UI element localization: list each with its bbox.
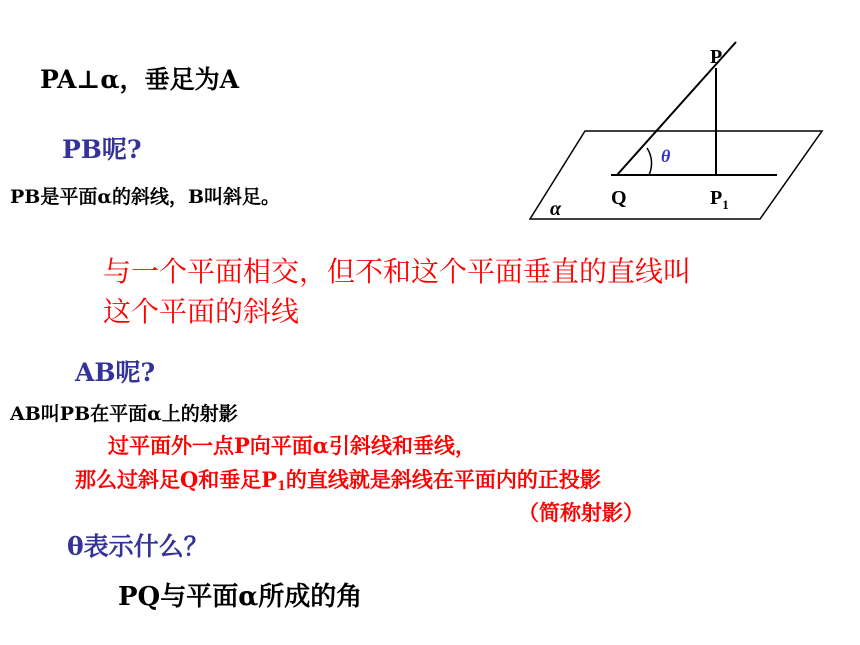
label-p1-main: P (710, 187, 723, 209)
projection-line2-subscript: 1 (277, 478, 286, 494)
statement-pa-perpendicular: PA⊥α，垂足为A (40, 65, 240, 94)
question-ab: AB呢? (75, 358, 156, 387)
answer-pb-oblique: PB是平面α的斜线，B叫斜足。 (10, 186, 281, 208)
projection-definition-line2 (75, 464, 601, 494)
label-theta: θ (661, 146, 671, 166)
question-pb: PB呢? (62, 135, 142, 164)
oblique-line-diagram (525, 38, 830, 223)
projection-line2-part2: 的直线就是斜线在平面内的正投影 (285, 467, 601, 492)
question-theta: θ表示什么？ (67, 532, 209, 561)
oblique-definition-line1: 与一个平面相交，但不和这个平面垂直的直线叫 (103, 255, 692, 288)
projection-definition-line3: （简称射影） (518, 500, 644, 525)
label-p1-sub: 1 (722, 197, 729, 212)
label-p: P (710, 46, 723, 68)
answer-theta-angle: PQ与平面α所成的角 (118, 582, 363, 612)
projection-definition-line1: 过平面外一点P向平面α引斜线和垂线， (108, 433, 476, 458)
label-alpha: α (550, 198, 562, 220)
angle-theta-arc (647, 148, 652, 175)
answer-ab-projection: AB叫PB在平面α上的射影 (10, 403, 238, 425)
label-q: Q (611, 187, 627, 209)
label-p1 (710, 187, 729, 212)
projection-line2-part1: 那么过斜足Q和垂足P (75, 467, 278, 492)
oblique-definition-line2: 这个平面的斜线 (103, 295, 300, 328)
